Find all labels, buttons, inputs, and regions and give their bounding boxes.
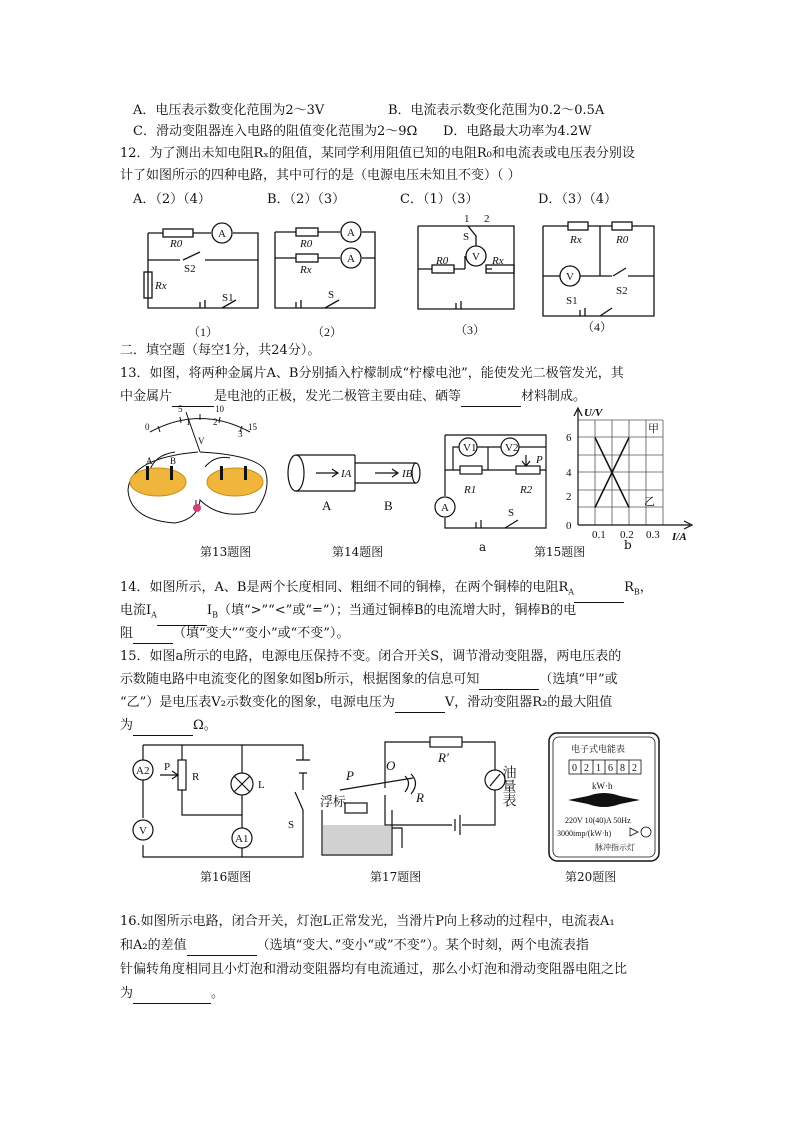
- q16-text-4b: 。: [211, 986, 225, 1001]
- chart-series-jia: 甲: [648, 423, 659, 435]
- chart-series-yi: 乙: [644, 496, 655, 508]
- fig15-s: S: [508, 507, 515, 519]
- chart-y-tick-0: 0: [566, 520, 572, 532]
- chart-xlabel: I/A: [672, 531, 687, 543]
- fig3-voltmeter-v: V: [472, 251, 480, 263]
- meter-imp: 3000imp/(kW·h): [557, 829, 612, 838]
- fig3-switch-num1: 1: [464, 213, 470, 225]
- q13-line1: 13．如图，将两种金属片A、B分别插入柠檬制成“柠檬电池”，能使发光二极管发光，其: [120, 366, 624, 381]
- fig2-ammeter-a2: A: [347, 253, 355, 265]
- fig2-s-label: S: [328, 289, 335, 301]
- rod-ia-label: IA: [341, 468, 352, 480]
- meter-spec: 220V 10(40)A 50Hz: [565, 816, 631, 825]
- q12-option-c: C．（1）（3）: [400, 192, 479, 207]
- q15-text-3a: “乙”）是电压表V₂示数变化的图象，电源电压为: [120, 695, 395, 710]
- q14-text-2a: 电流I: [120, 603, 152, 618]
- q14-line1: 14．如图所示，A、B是两个长度相同、粗细不同的铜棒，在两个铜棒的电阻$R_A$ $R_B$，: [120, 578, 653, 603]
- q16-text-2a: 和A₂的差值: [120, 938, 187, 953]
- fig17-o: O: [386, 758, 396, 773]
- q15-text-2a: 示数随电路中电流变化的图象如图b所示，根据图象的信息可知: [120, 672, 480, 687]
- chart-ylabel: U/V: [584, 407, 603, 419]
- meter-digit-3: 1: [596, 763, 601, 774]
- fig15-v2: V2: [505, 442, 519, 454]
- q14-text-3b: （填“变大”“变小”或“不变”）。: [173, 626, 350, 641]
- meter-digit-6: 2: [632, 763, 637, 774]
- q16-text-2b: （选填“变大、”变小“或”不变”）。某个时刻，两个电流表指: [256, 938, 589, 953]
- q16-line2: [120, 936, 589, 956]
- fig1-s1-label: S1: [222, 292, 234, 304]
- fig15-v1: V1: [463, 442, 477, 454]
- fig17-oil-gauge: 油量表: [500, 765, 516, 807]
- meter-v: V: [198, 436, 205, 446]
- fig16-v: V: [139, 825, 147, 837]
- meter-unit: kW·h: [592, 781, 613, 791]
- q12-line1: 12．为了测出未知电阻Rₓ的阻值，某同学利用阻值已知的电阻R₀和电流表或电压表分别设: [120, 146, 635, 161]
- q11-option-d: D．电路最大功率为4.2W: [443, 124, 592, 139]
- pulse-led-icon: [641, 827, 651, 837]
- fig15-r1: R1: [464, 484, 477, 496]
- q13-text-c: 材料制成。: [521, 389, 587, 404]
- fig15-r2: R2: [520, 484, 533, 496]
- fig3-caption: （3）: [455, 323, 486, 337]
- meter-tick-15: 15: [248, 422, 257, 432]
- q15-text-3b: V，滑动变阻器R₂的最大阻值: [444, 695, 613, 710]
- q15-text-4b: Ω。: [193, 718, 217, 733]
- caption-fig17: 第17题图: [370, 870, 422, 884]
- caption-fig14: 第14题图: [332, 545, 384, 559]
- chart-y-tick-2: 2: [566, 491, 572, 503]
- rod-b-label: B: [384, 498, 393, 513]
- q14-text-2b: I: [206, 603, 213, 618]
- chart-x-tick-0.2: 0.2: [620, 529, 634, 541]
- fig4-rx-label: Rx: [570, 234, 582, 246]
- meter-digit-4: 6: [608, 763, 613, 774]
- chart-x-tick-0.3: 0.3: [646, 529, 660, 541]
- fig3-s-label: S: [463, 231, 470, 243]
- caption-fig15b: b: [624, 538, 632, 552]
- caption-fig15a: a: [479, 540, 487, 554]
- fig1-ammeter-a: A: [218, 228, 226, 240]
- meter-disc-icon: [568, 793, 640, 807]
- fig1-s2-label: S2: [184, 263, 196, 275]
- q13-text-a: 中金属片: [120, 389, 173, 404]
- q15-line1: 15．如图a所示的电路，电源电压保持不变。闭合开关S，调节滑动变阻器，两电压表的: [120, 649, 622, 664]
- chart-y-tick-4: 4: [566, 467, 572, 479]
- rod-ib-label: IB: [402, 468, 413, 480]
- meter-tick-3: 3: [238, 429, 243, 439]
- meter-tick-0: 0: [145, 422, 150, 432]
- q12-option-d: D．（3）（4）: [538, 192, 617, 207]
- fig16-a1: A1: [235, 833, 249, 845]
- q15-text-4a: 为: [120, 718, 134, 733]
- meter-tick-5: 5: [178, 404, 183, 414]
- q16-line3: 针偏转角度相同且小灯泡和滑动变阻器均有电流通过，那么小灯泡和滑动变阻器电阻之比: [120, 962, 628, 977]
- fig2-rx-label: Rx: [300, 264, 312, 276]
- fig2-caption: （2）: [312, 325, 343, 339]
- fig4-s1-label: S1: [566, 295, 578, 307]
- fig16-r: R: [192, 771, 200, 783]
- lemon-a-label: A: [146, 456, 153, 466]
- meter-tick-2: 2: [213, 417, 218, 427]
- meter-digit-2: 2: [584, 763, 589, 774]
- q15-text-2b: （选填“甲”或: [539, 672, 618, 687]
- chart-y-tick-6: 6: [566, 432, 572, 444]
- q12-line2: 计了如图所示的四种电路，其中可行的是（电源电压未知且不变）（ ）: [120, 168, 521, 183]
- fig3-rx-label: Rx: [492, 255, 504, 267]
- fig1-r0-label: R0: [170, 238, 183, 250]
- q14-text-3a: 阻: [120, 626, 134, 641]
- fig15-p: P: [536, 454, 543, 466]
- meter-digit-5: 8: [620, 763, 625, 774]
- q11-option-a: A．电压表示数变化范围为2～3V: [133, 103, 325, 118]
- fig4-r0-label: R0: [616, 234, 629, 246]
- fig4-s2-label: S2: [616, 285, 628, 297]
- fig16-p: P: [164, 761, 171, 773]
- meter-tick-10: 10: [215, 404, 224, 414]
- fig17-float: 浮标: [320, 794, 347, 809]
- fig17-r-prime: R′: [438, 750, 449, 765]
- q12-option-a: A．（2）（4）: [133, 192, 211, 207]
- fig1-rx-label: Rx: [155, 280, 167, 292]
- chart-x-tick-0.1: 0.1: [592, 529, 606, 541]
- fig17-p: P: [346, 768, 354, 783]
- fig2-ammeter-a1: A: [347, 227, 355, 239]
- rod-a-label: A: [322, 498, 332, 513]
- q14-text-2c: （填“>”“<”或“=”）；当通过铜棒B的电流增大时，铜棒B的电: [217, 603, 577, 618]
- fig1-caption: （1）: [188, 325, 219, 339]
- q11-option-b: B．电流表示数变化范围为0.2～0.5A: [388, 103, 605, 118]
- q14-line2: 电流$I_A$ $I_B$（填“>”“<”或“=”）；当通过铜棒B的电流增大时，铜棒B的电: [120, 601, 576, 626]
- fig2-r0-label: R0: [300, 238, 313, 250]
- caption-fig13: 第13题图: [200, 545, 252, 559]
- fig4-caption: （4）: [582, 320, 613, 334]
- caption-fig16: 第16题图: [200, 870, 252, 884]
- fig3-r0-label: R0: [436, 255, 449, 267]
- fig16-l: L: [258, 779, 265, 791]
- fig16-s: S: [288, 819, 295, 831]
- q16-blank-2[interactable]: [133, 989, 211, 1004]
- q11-option-c: C．滑动变阻器连入电路的阻值变化范围为2～9Ω: [133, 124, 418, 139]
- meter-tick-1: 1: [186, 417, 191, 427]
- fig4-voltmeter-v: V: [566, 271, 574, 283]
- fig3-switch-num2: 2: [484, 213, 490, 225]
- q12-option-b: B．（2）（3）: [267, 192, 346, 207]
- fig15-ammeter: A: [441, 502, 449, 514]
- q16-line4: [120, 984, 224, 1004]
- q14-text-1b: R: [624, 580, 634, 595]
- q16-blank-1[interactable]: [187, 941, 257, 956]
- q16-line1: 16.如图所示电路，闭合开关，灯泡L正常发光，当滑片P向上移动的过程中，电流表A₁: [120, 914, 615, 929]
- q16-text-4a: 为: [120, 986, 134, 1001]
- caption-fig15: 第15题图: [534, 545, 586, 559]
- q13-text-b: 是电池的正极，发光二极管主要由硅、硒等: [214, 389, 462, 404]
- fig17-r: R: [416, 790, 424, 805]
- meter-led-label: 脉冲指示灯: [595, 843, 635, 852]
- meter-title: 电子式电能表: [571, 744, 626, 754]
- q14-text-1a: 14．如图所示，A、B是两个长度相同、粗细不同的铜棒，在两个铜棒的电阻R: [120, 580, 569, 595]
- section-2-heading: 二．填空题（每空1分，共24分）。: [120, 343, 321, 358]
- fig16-a2: A2: [136, 765, 150, 777]
- caption-fig20: 第20题图: [565, 870, 617, 884]
- lemon-b-label: B: [170, 456, 177, 466]
- meter-digit-1: 0: [572, 763, 577, 774]
